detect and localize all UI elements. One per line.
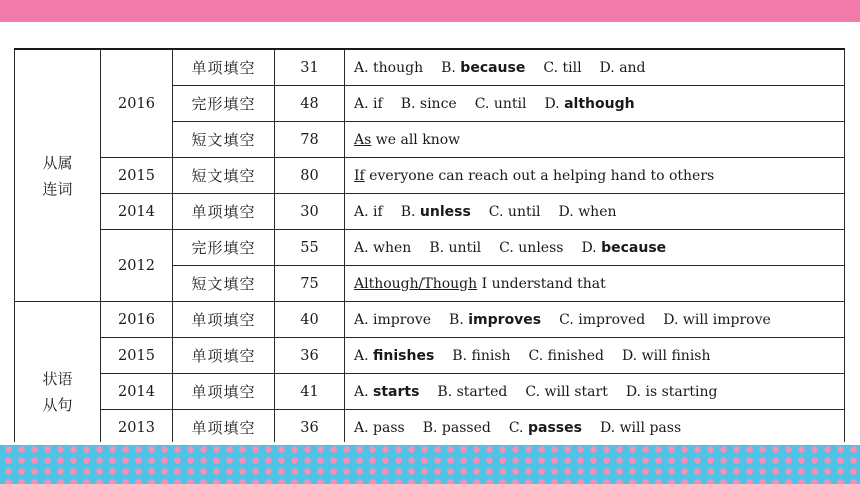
question-type-cell: 短文填空 bbox=[173, 158, 275, 194]
year-cell: 2014 bbox=[101, 374, 173, 410]
answer-option: C. until bbox=[474, 95, 527, 112]
option-text: passed bbox=[441, 419, 491, 436]
option-text: unless bbox=[518, 239, 564, 256]
answer-option: C. improved bbox=[559, 311, 646, 328]
option-text: till bbox=[562, 59, 582, 76]
table-row bbox=[15, 230, 845, 266]
option-text: until bbox=[448, 239, 482, 256]
answer-option: D. will finish bbox=[621, 347, 711, 364]
sentence-text: we all know bbox=[371, 131, 461, 148]
underlined-answer: As bbox=[354, 131, 372, 148]
answer-option: D. is starting bbox=[625, 383, 718, 400]
answer-option: D. will pass bbox=[599, 419, 682, 436]
answer-option: B. passed bbox=[422, 419, 491, 436]
underlined-answer: Although/Though bbox=[354, 275, 478, 292]
question-number-cell: 55 bbox=[275, 230, 345, 266]
answer-cell bbox=[345, 122, 845, 158]
band-edge bbox=[0, 442, 860, 445]
correct-option-text: finishes bbox=[373, 347, 435, 364]
answer-cell bbox=[345, 194, 845, 230]
answer-option: B. improves bbox=[449, 311, 542, 328]
option-text: will improve bbox=[682, 311, 771, 328]
table-row bbox=[15, 49, 845, 86]
top-decorative-band bbox=[0, 0, 860, 22]
option-text: if bbox=[373, 203, 383, 220]
year-cell: 2015 bbox=[101, 338, 173, 374]
answer-option: B. unless bbox=[400, 203, 471, 220]
option-text: pass bbox=[373, 419, 405, 436]
exam-grammar-table bbox=[14, 48, 845, 482]
question-type-cell: 单项填空 bbox=[173, 49, 275, 86]
question-type-cell: 单项填空 bbox=[173, 374, 275, 410]
option-text: since bbox=[419, 95, 457, 112]
sentence-text: everyone can reach out a helping hand to others bbox=[364, 167, 715, 184]
answer-option: B. started bbox=[437, 383, 508, 400]
answer-cell bbox=[345, 338, 845, 374]
question-number-cell: 40 bbox=[275, 302, 345, 338]
answer-option: C. until bbox=[488, 203, 541, 220]
answer-cell bbox=[345, 302, 845, 338]
answer-option: A. finishes bbox=[354, 347, 435, 364]
year-cell: 2012 bbox=[101, 230, 173, 302]
question-type-cell: 短文填空 bbox=[173, 122, 275, 158]
option-text: though bbox=[373, 59, 424, 76]
correct-option-text: unless bbox=[419, 203, 471, 220]
question-number-cell: 78 bbox=[275, 122, 345, 158]
answer-option: C. passes bbox=[508, 419, 582, 436]
answer-option: D. will improve bbox=[663, 311, 771, 328]
question-type-cell: 单项填空 bbox=[173, 302, 275, 338]
answer-cell bbox=[345, 158, 845, 194]
year-cell: 2016 bbox=[101, 302, 173, 338]
category-label: 从属 连词 bbox=[42, 153, 73, 198]
option-text: until bbox=[507, 203, 541, 220]
sentence-text: I understand that bbox=[477, 275, 606, 292]
answer-cell bbox=[345, 49, 845, 86]
option-text: and bbox=[619, 59, 646, 76]
answer-option: D. because bbox=[581, 239, 667, 256]
answer-cell bbox=[345, 374, 845, 410]
option-text: is starting bbox=[645, 383, 718, 400]
table-row bbox=[15, 302, 845, 338]
question-number-cell: 48 bbox=[275, 86, 345, 122]
question-number-cell: 80 bbox=[275, 158, 345, 194]
question-type-cell: 单项填空 bbox=[173, 410, 275, 446]
answer-option: D. although bbox=[544, 95, 635, 112]
answer-option: D. and bbox=[599, 59, 646, 76]
bottom-decorative-band bbox=[0, 442, 860, 484]
option-text: until bbox=[493, 95, 527, 112]
option-text: finished bbox=[547, 347, 604, 364]
option-text: will pass bbox=[619, 419, 682, 436]
option-text: when bbox=[373, 239, 412, 256]
year-cell: 2016 bbox=[101, 49, 173, 158]
question-number-cell: 41 bbox=[275, 374, 345, 410]
answer-option: A. if bbox=[354, 203, 383, 220]
answer-cell bbox=[345, 230, 845, 266]
question-type-cell: 短文填空 bbox=[173, 266, 275, 302]
option-text: will finish bbox=[641, 347, 711, 364]
option-text: started bbox=[456, 383, 508, 400]
option-text: improved bbox=[578, 311, 646, 328]
correct-option-text: although bbox=[564, 95, 635, 112]
answer-cell bbox=[345, 266, 845, 302]
year-cell: 2013 bbox=[101, 410, 173, 446]
answer-option: C. will start bbox=[525, 383, 608, 400]
answer-option: A. when bbox=[354, 239, 412, 256]
option-text: improve bbox=[373, 311, 432, 328]
table-row bbox=[15, 194, 845, 230]
question-number-cell: 36 bbox=[275, 410, 345, 446]
correct-option-text: passes bbox=[527, 419, 582, 436]
year-cell: 2014 bbox=[101, 194, 173, 230]
option-text: will start bbox=[544, 383, 608, 400]
answer-option: C. unless bbox=[499, 239, 564, 256]
question-number-cell: 30 bbox=[275, 194, 345, 230]
answer-option: C. finished bbox=[528, 347, 604, 364]
answer-option: B. until bbox=[429, 239, 482, 256]
correct-option-text: because bbox=[601, 239, 667, 256]
answer-option: A. improve bbox=[354, 311, 432, 328]
table-row bbox=[15, 158, 845, 194]
question-type-cell: 单项填空 bbox=[173, 338, 275, 374]
question-type-cell: 单项填空 bbox=[173, 194, 275, 230]
answer-cell bbox=[345, 410, 845, 446]
correct-option-text: improves bbox=[468, 311, 542, 328]
underlined-answer: If bbox=[354, 167, 365, 184]
answer-option: B. since bbox=[400, 95, 457, 112]
correct-option-text: because bbox=[460, 59, 526, 76]
question-number-cell: 31 bbox=[275, 49, 345, 86]
answer-option: B. because bbox=[441, 59, 526, 76]
answer-option: A. pass bbox=[354, 419, 405, 436]
answer-option: B. finish bbox=[452, 347, 511, 364]
answer-option: A. though bbox=[354, 59, 424, 76]
question-type-cell: 完形填空 bbox=[173, 86, 275, 122]
answer-option: A. starts bbox=[354, 383, 420, 400]
option-text: when bbox=[578, 203, 617, 220]
answer-option: C. till bbox=[543, 59, 582, 76]
table-row bbox=[15, 374, 845, 410]
option-text: finish bbox=[471, 347, 511, 364]
question-number-cell: 75 bbox=[275, 266, 345, 302]
answer-option: D. when bbox=[558, 203, 617, 220]
question-number-cell: 36 bbox=[275, 338, 345, 374]
option-text: if bbox=[373, 95, 383, 112]
year-cell: 2015 bbox=[101, 158, 173, 194]
correct-option-text: starts bbox=[373, 383, 420, 400]
answer-option: A. if bbox=[354, 95, 383, 112]
question-type-cell: 完形填空 bbox=[173, 230, 275, 266]
table-row bbox=[15, 410, 845, 446]
category-cell bbox=[15, 49, 101, 302]
answer-cell bbox=[345, 86, 845, 122]
table-row bbox=[15, 338, 845, 374]
category-label: 状语 从句 bbox=[42, 369, 73, 414]
